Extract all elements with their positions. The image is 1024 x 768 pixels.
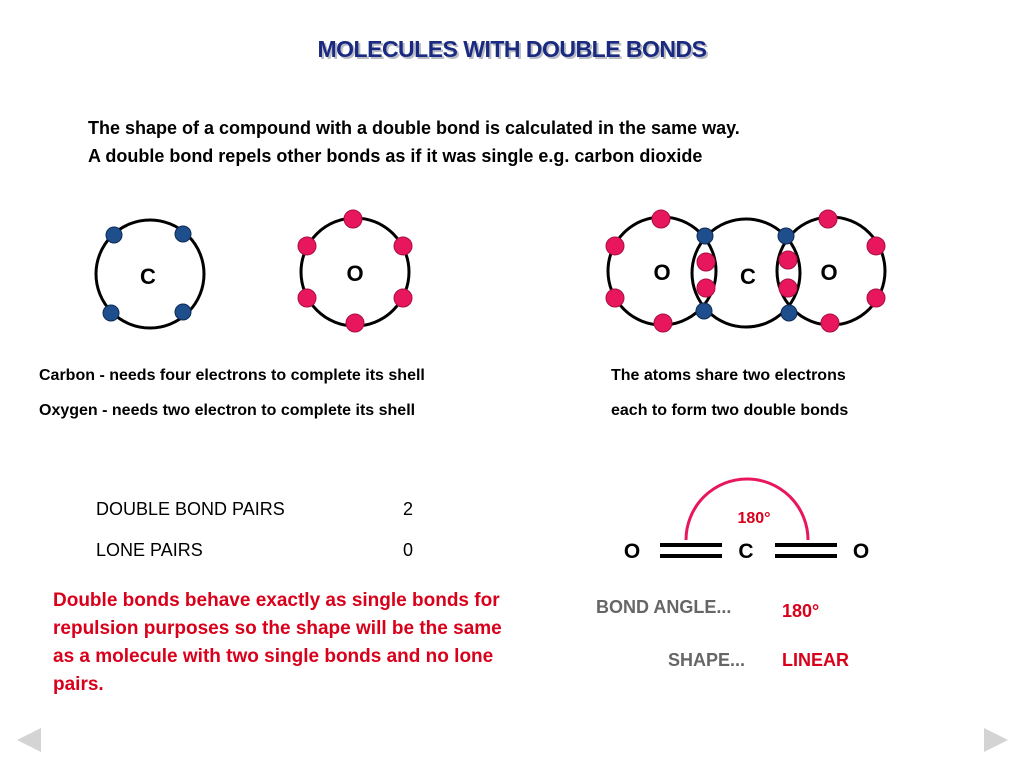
- share-note-line-2: each to form two double bonds: [611, 402, 849, 419]
- carbon-symbol: C: [740, 264, 756, 289]
- oxygen-symbol: O: [346, 261, 364, 286]
- oxygen-electron: [819, 210, 837, 228]
- shared-carbon-electron: [697, 228, 713, 244]
- bond-angle-label: 180°: [737, 510, 771, 527]
- oxygen-electron: [394, 289, 412, 307]
- double-bond-pairs-value: 2: [403, 499, 414, 519]
- linear-structure: [624, 479, 869, 563]
- double-bond-pairs-label: DOUBLE BOND PAIRS: [96, 499, 285, 519]
- oxygen-electron: [394, 237, 412, 255]
- lone-pairs-value: 0: [403, 540, 414, 560]
- double-bond-explanation: Double bonds behave exactly as single bonds for repulsion purposes so the shape will be the same as a molecule with two single bonds and no lone pairs.: [53, 590, 502, 695]
- page-title: MOLECULES WITH DOUBLE BONDS: [317, 36, 707, 62]
- shared-carbon-electron: [696, 303, 712, 319]
- structure-center-atom: C: [738, 540, 754, 563]
- structure-right-atom: O: [852, 540, 870, 563]
- oxygen-electron: [298, 289, 316, 307]
- shape-caption: SHAPE...: [668, 650, 746, 670]
- carbon-symbol: C: [140, 264, 156, 289]
- next-arrow-icon[interactable]: [984, 728, 1008, 752]
- shared-oxygen-electron: [697, 253, 715, 271]
- right-oxygen-symbol: O: [820, 260, 838, 285]
- share-note-line-1: The atoms share two electrons: [611, 367, 846, 384]
- bond-angle-caption: BOND ANGLE...: [596, 597, 732, 617]
- shared-carbon-electron: [781, 305, 797, 321]
- left-oxygen-symbol: O: [653, 260, 671, 285]
- lone-pairs-label: LONE PAIRS: [96, 540, 203, 560]
- oxygen-electron: [867, 289, 885, 307]
- carbon-note: Carbon - needs four electrons to complete its shell: [39, 367, 425, 384]
- shared-carbon-electron: [778, 228, 794, 244]
- bond-angle-value: 180°: [782, 601, 820, 621]
- carbon-electron: [103, 305, 119, 321]
- shared-oxygen-electron: [779, 279, 797, 297]
- oxygen-electron: [652, 210, 670, 228]
- intro-line-2: A double bond repels other bonds as if it was single e.g. carbon dioxide: [88, 146, 703, 166]
- oxygen-electron: [867, 237, 885, 255]
- oxygen-electron: [344, 210, 362, 228]
- shared-oxygen-electron: [779, 251, 797, 269]
- oxygen-note: Oxygen - needs two electron to complete its shell: [39, 402, 416, 419]
- previous-arrow-icon[interactable]: [17, 728, 41, 752]
- carbon-electron: [175, 226, 191, 242]
- oxygen-electron: [606, 289, 624, 307]
- carbon-electron: [175, 304, 191, 320]
- oxygen-electron: [346, 314, 364, 332]
- co2-molecule: [606, 210, 885, 332]
- shape-value: LINEAR: [782, 650, 849, 670]
- oxygen-electron: [298, 237, 316, 255]
- intro-line-1: The shape of a compound with a double bond is calculated in the same way.: [88, 118, 740, 138]
- shared-oxygen-electron: [697, 279, 715, 297]
- oxygen-electron: [654, 314, 672, 332]
- oxygen-electron: [606, 237, 624, 255]
- oxygen-atom: [298, 210, 412, 332]
- carbon-atom: [96, 220, 204, 328]
- carbon-electron: [106, 227, 122, 243]
- oxygen-electron: [821, 314, 839, 332]
- structure-left-atom: O: [623, 540, 641, 563]
